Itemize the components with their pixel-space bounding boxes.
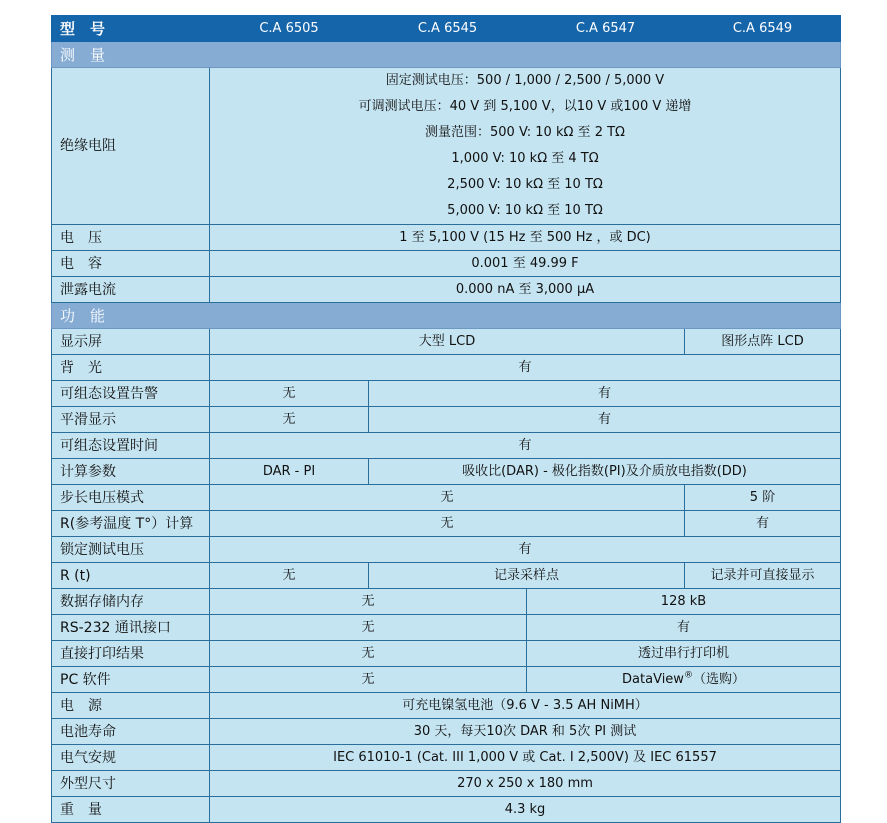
calc-basic: DAR - PI <box>210 459 369 485</box>
print-yes: 透过串行打印机 <box>527 641 841 667</box>
timer-label: 可组态设置时间 <box>52 433 210 459</box>
rt-label: R (t) <box>52 563 210 589</box>
battery-value: 30 天，每天10次 DAR 和 5次 PI 测试 <box>210 719 841 745</box>
section-measure-title: 测 量 <box>52 42 841 68</box>
safety-label: 电气安规 <box>52 745 210 771</box>
weight-value: 4.3 kg <box>210 797 841 823</box>
rt-none: 无 <box>210 563 369 589</box>
voltage-label: 电 压 <box>52 225 210 251</box>
capacitance-label: 电 容 <box>52 251 210 277</box>
insulation-line: 可调测试电压：40 V 到 5,100 V，以10 V 或100 V 递增 <box>358 99 692 114</box>
capacitance-row <box>52 251 841 277</box>
model-ca6547: C.A 6547 <box>527 16 685 42</box>
smoothing-yes: 有 <box>369 407 841 433</box>
rs232-row <box>52 615 841 641</box>
power-row <box>52 693 841 719</box>
rt-row <box>52 563 841 589</box>
backlight-label: 背 光 <box>52 355 210 381</box>
alarm-yes: 有 <box>369 381 841 407</box>
model-ca6549: C.A 6549 <box>685 16 841 42</box>
lock-label: 锁定测试电压 <box>52 537 210 563</box>
section-measure-row <box>52 42 841 68</box>
rtemp-label: R(参考温度 T°）计算 <box>52 511 210 537</box>
backlight-row <box>52 355 841 381</box>
rtemp-row <box>52 511 841 537</box>
display-graphic: 图形点阵 LCD <box>685 329 841 355</box>
display-label: 显示屏 <box>52 329 210 355</box>
insulation-label: 绝缘电阻 <box>52 68 210 225</box>
insulation-line: 5,000 V: 10 kΩ 至 10 TΩ <box>447 203 603 218</box>
insulation-line: 测量范围：500 V: 10 kΩ 至 2 TΩ <box>425 125 625 140</box>
battery-label: 电池寿命 <box>52 719 210 745</box>
print-label: 直接打印结果 <box>52 641 210 667</box>
print-row <box>52 641 841 667</box>
header-row <box>52 16 841 42</box>
alarm-label: 可组态设置告警 <box>52 381 210 407</box>
calc-full: 吸收比(DAR) - 极化指数(PI)及介质放电指数(DD) <box>369 459 841 485</box>
rtemp-no: 无 <box>210 511 685 537</box>
battery-row <box>52 719 841 745</box>
dimensions-value: 270 x 250 x 180 mm <box>210 771 841 797</box>
smoothing-label: 平滑显示 <box>52 407 210 433</box>
insulation-line: 固定测试电压：500 / 1,000 / 2,500 / 5,000 V <box>385 73 665 88</box>
safety-row <box>52 745 841 771</box>
storage-label: 数据存储内存 <box>52 589 210 615</box>
storage-yes: 128 kB <box>527 589 841 615</box>
section-function-row <box>52 303 841 329</box>
leakage-row <box>52 277 841 303</box>
step-yes: 5 阶 <box>685 485 841 511</box>
rt-record-display: 记录并可直接显示 <box>685 563 841 589</box>
capacitance-value: 0.001 至 49.99 F <box>210 251 841 277</box>
pc-software-name: DataView <box>622 671 684 687</box>
pc-yes <box>527 667 841 693</box>
safety-value: IEC 61010-1 (Cat. III 1,000 V 或 Cat. I 2,500V) 及 IEC 61557 <box>210 745 841 771</box>
rs232-label: RS-232 通讯接口 <box>52 615 210 641</box>
model-ca6545: C.A 6545 <box>369 16 527 42</box>
voltage-row <box>52 225 841 251</box>
insulation-line: 2,500 V: 10 kΩ 至 10 TΩ <box>447 177 603 192</box>
timer-row <box>52 433 841 459</box>
rtemp-yes: 有 <box>685 511 841 537</box>
smoothing-row <box>52 407 841 433</box>
insulation-value <box>210 68 841 225</box>
step-label: 步长电压模式 <box>52 485 210 511</box>
step-row <box>52 485 841 511</box>
voltage-value: 1 至 5,100 V (15 Hz 至 500 Hz ，或 DC) <box>210 225 841 251</box>
section-function-title: 功 能 <box>52 303 841 329</box>
display-large: 大型 LCD <box>210 329 685 355</box>
timer-value: 有 <box>210 433 841 459</box>
rs232-no: 无 <box>210 615 527 641</box>
storage-row <box>52 589 841 615</box>
smoothing-no: 无 <box>210 407 369 433</box>
backlight-value: 有 <box>210 355 841 381</box>
model-ca6505: C.A 6505 <box>210 16 369 42</box>
leakage-label: 泄露电流 <box>52 277 210 303</box>
registered-mark: ® <box>683 670 693 681</box>
lock-row <box>52 537 841 563</box>
calc-row <box>52 459 841 485</box>
alarm-no: 无 <box>210 381 369 407</box>
step-no: 无 <box>210 485 685 511</box>
pc-no: 无 <box>210 667 527 693</box>
weight-row <box>52 797 841 823</box>
power-label: 电 源 <box>52 693 210 719</box>
pc-optional: （选购） <box>692 671 745 687</box>
insulation-row <box>52 68 841 225</box>
weight-label: 重 量 <box>52 797 210 823</box>
dimensions-row <box>52 771 841 797</box>
model-label: 型 号 <box>52 16 210 42</box>
rs232-yes: 有 <box>527 615 841 641</box>
display-row <box>52 329 841 355</box>
pc-row <box>52 667 841 693</box>
print-no: 无 <box>210 641 527 667</box>
rt-record: 记录采样点 <box>369 563 685 589</box>
calc-label: 计算参数 <box>52 459 210 485</box>
power-value: 可充电镍氢电池（9.6 V - 3.5 AH NiMH） <box>210 693 841 719</box>
spec-table <box>51 15 841 823</box>
lock-value: 有 <box>210 537 841 563</box>
leakage-value: 0.000 nA 至 3,000 μA <box>210 277 841 303</box>
storage-no: 无 <box>210 589 527 615</box>
alarm-row <box>52 381 841 407</box>
pc-label: PC 软件 <box>52 667 210 693</box>
dimensions-label: 外型尺寸 <box>52 771 210 797</box>
insulation-line: 1,000 V: 10 kΩ 至 4 TΩ <box>451 151 599 166</box>
